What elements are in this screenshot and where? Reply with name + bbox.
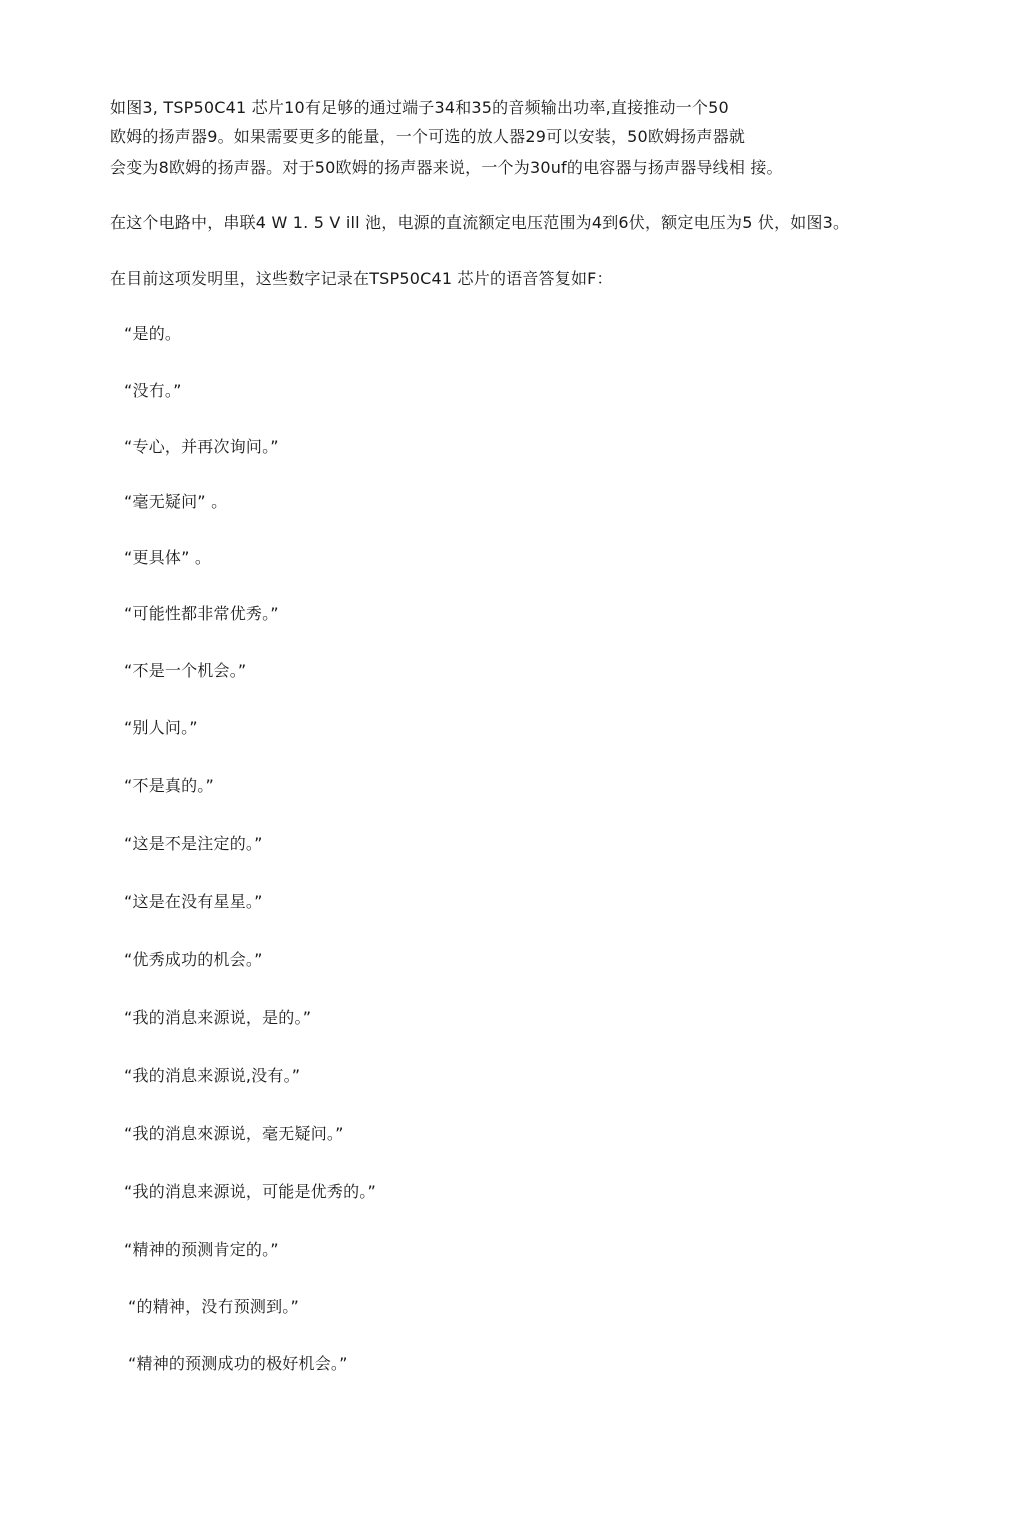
response-item: “更具体” 。 xyxy=(124,548,212,567)
response-item: “优秀成功的机会。” xyxy=(124,950,263,969)
paragraph-1-line-2: 欧姆的扬声器9。如果需要更多的能量，一个可选的放人器29可以安装，50欧姆扬声器就 xyxy=(110,127,746,146)
response-item: “精神的预测肯定的。” xyxy=(124,1240,279,1259)
response-item: “不是一个机会。” xyxy=(124,661,247,680)
response-item: “我的消息来源说，可能是优秀的。” xyxy=(124,1182,376,1201)
response-item: “没冇。” xyxy=(124,381,182,400)
response-item: “不是真的。” xyxy=(124,776,214,795)
response-item: “精神的预测成功的极好机会。” xyxy=(128,1354,348,1373)
response-item: “专心，并再次询问。” xyxy=(124,437,279,456)
response-item: “是的。 xyxy=(124,324,182,343)
response-item: “我的消息来源说,没有。” xyxy=(124,1066,301,1085)
response-item: “的精神，没冇预测到。” xyxy=(128,1297,299,1316)
paragraph-1-line-3: 会变为8欧姆的扬声器。对于50欧姆的扬声器来说，一个为30uf的电容器与扬声器导线相 接。 xyxy=(110,158,783,177)
response-item: “别人问。” xyxy=(124,718,198,737)
paragraph-3-line-1: 在目前这项发明里，这些数字记录在TSP50C41 芯片的语音答复如F： xyxy=(110,269,613,288)
response-item: “毫无疑问” 。 xyxy=(124,492,228,511)
paragraph-1-line-1: 如图3, TSP50C41 芯片10有足够的通过端子34和35的音频输出功率,直接推动一个50 xyxy=(110,98,729,117)
response-item: “可能性都非常优秀。” xyxy=(124,604,279,623)
paragraph-2-line-1: 在这个电路中，串联4 W 1. 5 V ill 池，电源的直流额定电压范围为4到6伏，额定电压为5 伏，如图3。 xyxy=(110,213,850,232)
response-item: “我的消息來源说，毫无疑问。” xyxy=(124,1124,344,1143)
response-item: “这是不是注定的。” xyxy=(124,834,263,853)
response-item: “这是在没有星星。” xyxy=(124,892,263,911)
response-item: “我的消息来源说，是的。” xyxy=(124,1008,312,1027)
